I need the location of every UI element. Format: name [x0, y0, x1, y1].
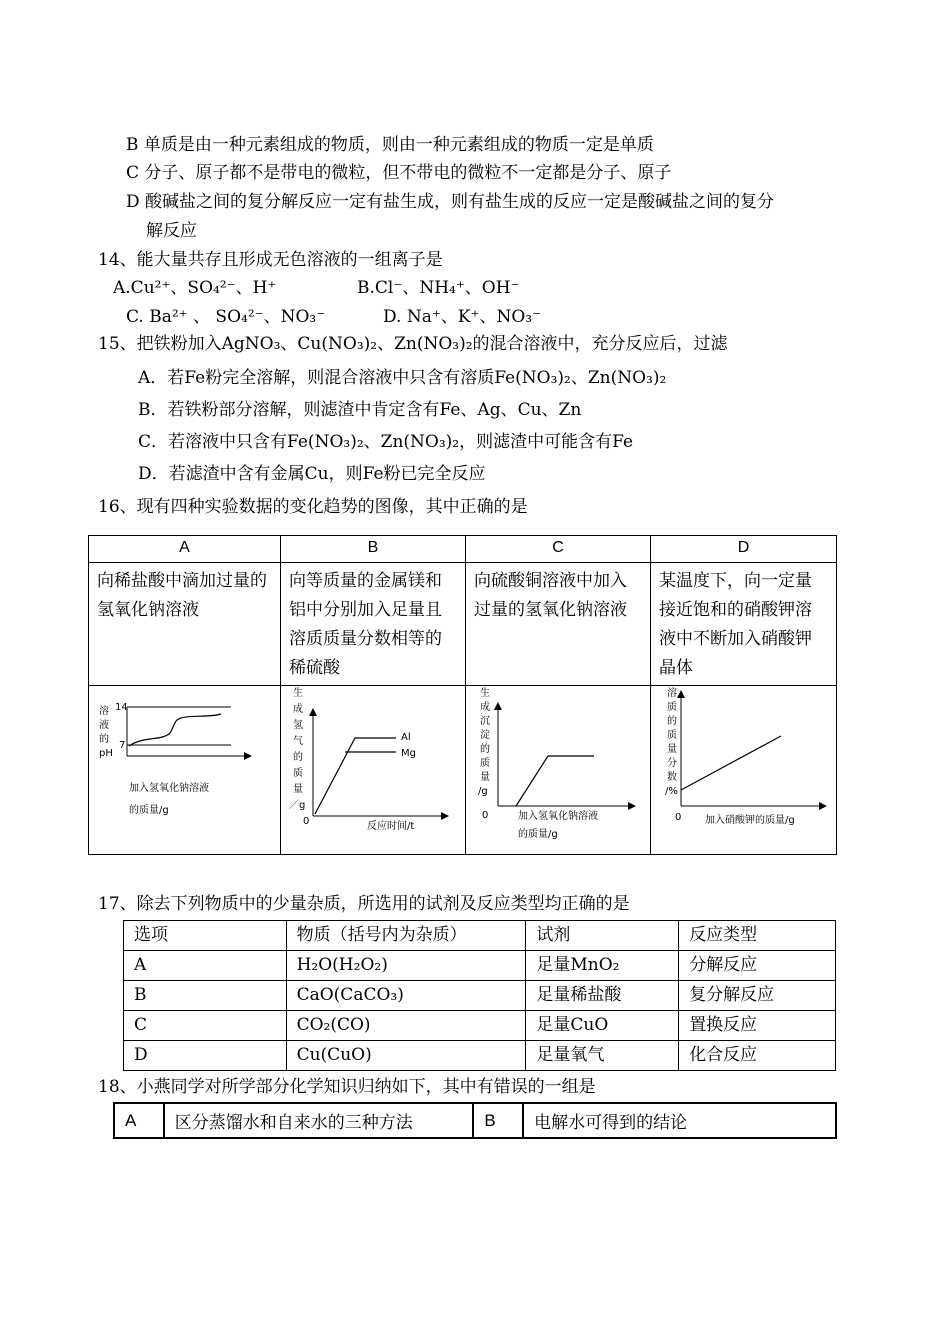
q17-header-type: 反应类型: [679, 921, 836, 951]
q17-cell: B: [124, 981, 287, 1011]
q14-stem: 14、能大量共存且形成无色溶液的一组离子是: [98, 250, 443, 270]
graph-d-xlabel: 加入硝酸钾的质量/g: [705, 815, 795, 826]
q14-option-b: B.Cl⁻、NH₄⁺、OH⁻: [357, 278, 520, 298]
graph-b-y-arrow: [309, 708, 317, 716]
q16-desc-a: 向稀盐酸中滴加过量的氢氧化钠溶液: [89, 563, 281, 686]
q16-graph-a: [89, 686, 279, 844]
graph-a-xlabel-2: 的质量/g: [129, 805, 169, 816]
graph-c-ylabel-6: 质: [480, 758, 490, 769]
table-row: [124, 1041, 836, 1071]
graph-d-ylabel-8: /%: [665, 786, 678, 797]
q17-cell: 分解反应: [679, 951, 836, 981]
q18-cell-b-text: 电解水可得到的结论: [523, 1103, 836, 1138]
q15-option-c: C．若溶液中只含有Fe(NO₃)₂、Zn(NO₃)₂，则滤渣中可能含有Fe: [138, 432, 634, 452]
q17-cell: CO₂(CO): [286, 1011, 526, 1041]
graph-d-ylabel-3: 的: [667, 716, 677, 727]
q17-cell: A: [124, 951, 287, 981]
q16-table: [88, 535, 837, 855]
graph-b-al-line: [315, 738, 396, 814]
q17-cell: 足量CuO: [526, 1011, 679, 1041]
q17-table: [123, 920, 836, 1071]
q16-graph-a-cell: [89, 686, 281, 855]
graph-a-ylabel-2: 液: [99, 720, 109, 731]
q16-graph-d: [651, 686, 836, 844]
graph-a-ylabel-1: 溶: [99, 706, 109, 717]
graph-d-ylabel-2: 质: [667, 702, 677, 713]
q17-header-substance: 物质（括号内为杂质）: [286, 921, 526, 951]
q16-header-c: C: [466, 536, 651, 563]
q15-option-b: B．若铁粉部分溶解，则滤渣中肯定含有Fe、Ag、Cu、Zn: [138, 400, 582, 420]
graph-b-ylabel-5: 的: [293, 752, 303, 763]
q17-cell: H₂O(H₂O₂): [286, 951, 526, 981]
q17-cell: CaO(CaCO₃): [286, 981, 526, 1011]
q17-cell: 复分解反应: [679, 981, 836, 1011]
graph-c-ylabel-5: 的: [480, 744, 490, 755]
graph-a-ylabel-3: 的: [99, 734, 109, 745]
graph-d-ylabel-5: 量: [667, 744, 677, 755]
q16-header-a: A: [89, 536, 281, 563]
q18-stem: 18、小燕同学对所学部分化学知识归纳如下，其中有错误的一组是: [98, 1077, 596, 1097]
graph-a-x-arrow: [244, 752, 252, 760]
graph-d-ylabel-4: 质: [667, 730, 677, 741]
table-row: [124, 951, 836, 981]
graph-b-xlabel: 反应时间/t: [367, 821, 415, 832]
q14-option-a: A.Cu²⁺、SO₄²⁻、H⁺: [113, 278, 277, 298]
q17-cell: 足量氧气: [526, 1041, 679, 1071]
graph-d-ylabel-6: 分: [667, 758, 677, 769]
graph-c-x-arrow: [628, 802, 636, 810]
graph-c-ylabel-7: 量: [480, 772, 490, 783]
graph-c-ylabel-2: 成: [480, 702, 490, 713]
q13-option-d-line2: 解反应: [146, 221, 197, 241]
q16-graph-c-cell: [466, 686, 651, 855]
graph-d-x-arrow: [819, 802, 827, 810]
q16-desc-c: 向硫酸铜溶液中加入过量的氢氧化钠溶液: [466, 563, 651, 686]
graph-a-tick-7: 7: [119, 740, 126, 751]
graph-d-origin: 0: [675, 812, 682, 823]
q17-header-option: 选项: [124, 921, 287, 951]
q13-option-b: B 单质是由一种元素组成的物质，则由一种元素组成的物质一定是单质: [126, 135, 654, 155]
q13-option-d-line1: D 酸碱盐之间的复分解反应一定有盐生成，则有盐生成的反应一定是酸碱盐之间的复分: [126, 192, 775, 212]
graph-b-ylabel-4: 气: [293, 736, 303, 747]
q17-cell: 足量稀盐酸: [526, 981, 679, 1011]
graph-b-x-arrow: [441, 812, 449, 820]
q17-cell: D: [124, 1041, 287, 1071]
graph-c-ylabel-3: 沉: [480, 716, 490, 727]
graph-b-ylabel-3: 氢: [293, 720, 303, 731]
table-row: [114, 1103, 836, 1138]
table-row: [124, 981, 836, 1011]
graph-b-ylabel-6: 质: [293, 768, 303, 779]
q16-desc-b: 向等质量的金属镁和铝中分别加入足量且溶质质量分数相等的稀硫酸: [281, 563, 466, 686]
q17-cell: 置换反应: [679, 1011, 836, 1041]
q14-option-d: D. Na⁺、K⁺、NO₃⁻: [383, 307, 542, 327]
graph-a-tick-14: 14: [115, 702, 128, 713]
q16-graph-c: [466, 686, 650, 844]
graph-b-ylabel-7: 量: [293, 784, 303, 795]
q16-graph-b: [281, 686, 465, 844]
q16-graph-b-cell: [281, 686, 466, 855]
q16-graph-d-cell: [651, 686, 837, 855]
q17-cell: 足量MnO₂: [526, 951, 679, 981]
q16-header-b: B: [281, 536, 466, 563]
q18-cell-a-label: A: [114, 1103, 164, 1138]
graph-c-ylabel-8: /g: [478, 786, 488, 797]
graph-c-curve: [516, 756, 594, 806]
graph-c-xlabel-1: 加入氢氧化钠溶液: [518, 811, 598, 822]
graph-d-line: [681, 736, 781, 790]
graph-a-curve: [129, 714, 221, 746]
table-row: [124, 921, 836, 951]
graph-b-ylabel-2: 成: [293, 704, 303, 715]
graph-b-ylabel-1: 生: [293, 688, 303, 699]
q17-cell: 化合反应: [679, 1041, 836, 1071]
q15-option-d: D．若滤渣中含有金属Cu，则Fe粉已完全反应: [138, 464, 486, 484]
graph-c-origin: 0: [482, 810, 489, 821]
q17-stem: 17、除去下列物质中的少量杂质，所选用的试剂及反应类型均正确的是: [98, 894, 630, 914]
q16-header-d: D: [651, 536, 837, 563]
graph-b-origin: 0: [303, 816, 310, 827]
q17-header-reagent: 试剂: [526, 921, 679, 951]
graph-c-ylabel-1: 生: [480, 688, 490, 699]
graph-b-mg-label: Mg: [401, 748, 416, 759]
graph-a-xlabel-1: 加入氢氧化钠溶液: [129, 783, 209, 794]
q18-cell-a-text: 区分蒸馏水和自来水的三种方法: [164, 1103, 474, 1138]
q18-cell-b-label: B: [473, 1103, 523, 1138]
q15-option-a: A．若Fe粉完全溶解，则混合溶液中只含有溶质Fe(NO₃)₂、Zn(NO₃)₂: [138, 368, 667, 388]
q13-option-c: C 分子、原子都不是带电的微粒，但不带电的微粒不一定都是分子、原子: [126, 163, 672, 183]
graph-c-y-arrow: [494, 702, 502, 710]
graph-b-ylabel-8: ／g: [289, 800, 306, 811]
graph-d-ylabel-1: 溶: [667, 688, 677, 699]
graph-d-y-arrow: [677, 690, 685, 698]
q15-stem: 15、把铁粉加入AgNO₃、Cu(NO₃)₂、Zn(NO₃)₂的混合溶液中，充分反应后，过滤: [98, 334, 728, 354]
graph-b-al-label: Al: [401, 732, 411, 743]
q17-cell: Cu(CuO): [286, 1041, 526, 1071]
q16-stem: 16、现有四种实验数据的变化趋势的图像，其中正确的是: [98, 497, 528, 517]
q17-cell: C: [124, 1011, 287, 1041]
table-row: [124, 1011, 836, 1041]
q16-desc-d: 某温度下，向一定量接近饱和的硝酸钾溶液中不断加入硝酸钾晶体: [651, 563, 837, 686]
graph-c-ylabel-4: 淀: [480, 730, 490, 741]
graph-c-xlabel-2: 的质量/g: [518, 829, 558, 840]
q18-table: [113, 1102, 837, 1139]
graph-d-ylabel-7: 数: [667, 772, 677, 783]
graph-a-ylabel-4: pH: [99, 748, 113, 759]
q14-option-c: C. Ba²⁺ 、 SO₄²⁻、NO₃⁻: [126, 307, 326, 327]
